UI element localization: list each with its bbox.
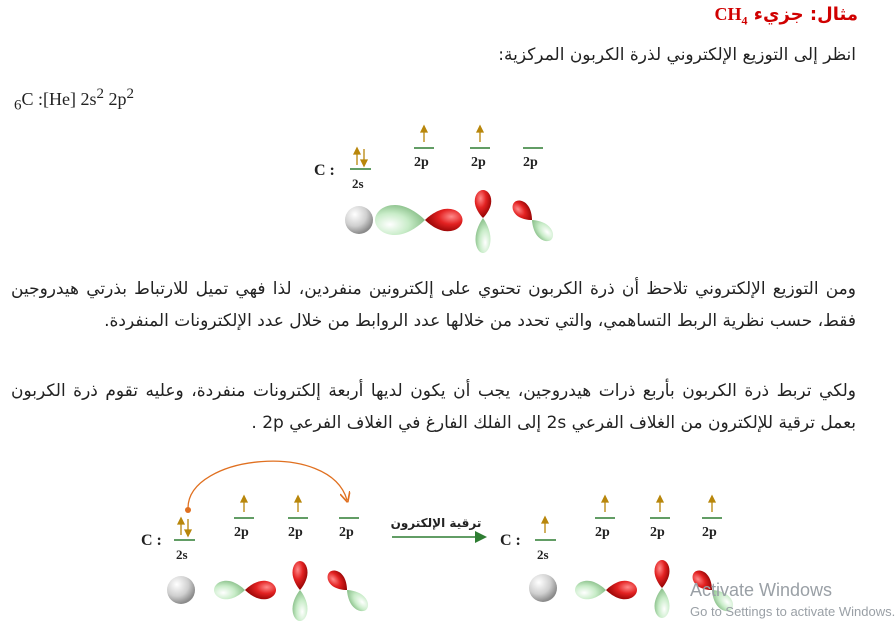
diagram2-after-px-orbital: [575, 581, 637, 600]
element-symbol: C: [21, 89, 34, 109]
formula-text: CH: [714, 4, 742, 24]
diagram-1-energy-levels: [314, 126, 543, 191]
diagram2-after-atom-label: C :: [500, 532, 521, 549]
diagram-1-orbitals: [345, 190, 557, 253]
diagram2-before-2s-electrons: [178, 518, 191, 536]
diagram2-before-label-2p-1: 2p: [234, 525, 249, 540]
diagram2-before-atom-label: C :: [141, 532, 162, 549]
diagram2-before-label-2p-2: 2p: [288, 525, 303, 540]
diagram2-before-py-orbital: [324, 567, 372, 615]
diagram1-py-orbital: [509, 197, 557, 245]
intro-text: انظر إلى التوزيع الإلكتروني لذرة الكربون المركزية:: [498, 45, 856, 65]
diagram1-px-orbital: [375, 205, 463, 235]
watermark-line-1: Activate Windows: [690, 580, 833, 600]
diagram1-label-2p-2: 2p: [471, 155, 486, 170]
diagram1-pz-orbital: [475, 190, 492, 253]
diagram1-label-2s: 2s: [352, 176, 364, 191]
diagram2-after-label-2p-1: 2p: [595, 525, 610, 540]
diagram2-after-pz-orbital: [655, 560, 670, 618]
diagram1-s-orbital: [345, 206, 373, 234]
diagram-2-before: [141, 461, 359, 562]
diagram2-after-s-orbital: [529, 574, 557, 602]
diagram2-after-label-2p-3: 2p: [702, 525, 717, 540]
config-core: :[He] 2s: [33, 89, 97, 109]
config-exp-2p: 2: [126, 86, 134, 102]
diagram1-atom-label: C :: [314, 162, 335, 179]
config-2p: 2p: [104, 89, 127, 109]
promotion-arrow: [391, 516, 484, 537]
atomic-number: 6: [14, 97, 22, 114]
diagram2-after-label-2s: 2s: [537, 547, 549, 562]
promotion-curve-arrow: [188, 461, 347, 508]
title-prefix: مثال: جزيء: [747, 4, 858, 25]
diagram1-label-2p-3: 2p: [523, 155, 538, 170]
watermark-line-2: Go to Settings to activate Windows.: [690, 604, 895, 619]
diagram1-label-2p-1: 2p: [414, 155, 429, 170]
diagram2-before-2p-electrons: [241, 496, 301, 512]
promotion-label: ترقية الإلكترون: [390, 516, 482, 530]
activate-windows-watermark: [690, 580, 895, 619]
diagram1-2s-electrons: [354, 148, 367, 166]
paragraph-2: ولكي تربط ذرة الكربون بأربع ذرات هيدروجين، يجب أن يكون لديها أربعة إلكترونات منفردة، وعليه تقوم ذرة الكربون بعمل ترقية للإلكترون من الغلاف الفرعي 2s إلى الفلك الفارغ في الغلاف الفرعي 2p .: [11, 381, 856, 433]
diagram2-after-label-2p-2: 2p: [650, 525, 665, 540]
diagram2-before-label-2p-3: 2p: [339, 525, 354, 540]
diagram-2-before-orbitals: [167, 561, 372, 621]
config-exp-2s: 2: [96, 86, 104, 102]
diagram1-2p-electrons: [421, 126, 483, 142]
diagram-2-after: [500, 496, 722, 562]
diagram2-before-pz-orbital: [293, 561, 308, 621]
diagram2-before-px-orbital: [214, 581, 276, 600]
diagram2-after-electrons: [542, 496, 715, 533]
diagram2-before-label-2s: 2s: [176, 547, 188, 562]
paragraph-1: ومن التوزيع الإلكتروني تلاحظ أن ذرة الكربون تحتوي على إلكترونين منفردين، لذا فهي تميل للارتباط بذرتي هيدروجين فقط، حسب نظرية الربط التساهمي، والتي تحدد من خلالها عدد الروابط من خلال عدد الإلكترونات المنفردة.: [11, 279, 856, 331]
formula-subscript: 4: [741, 13, 748, 28]
diagram2-before-s-orbital: [167, 576, 195, 604]
